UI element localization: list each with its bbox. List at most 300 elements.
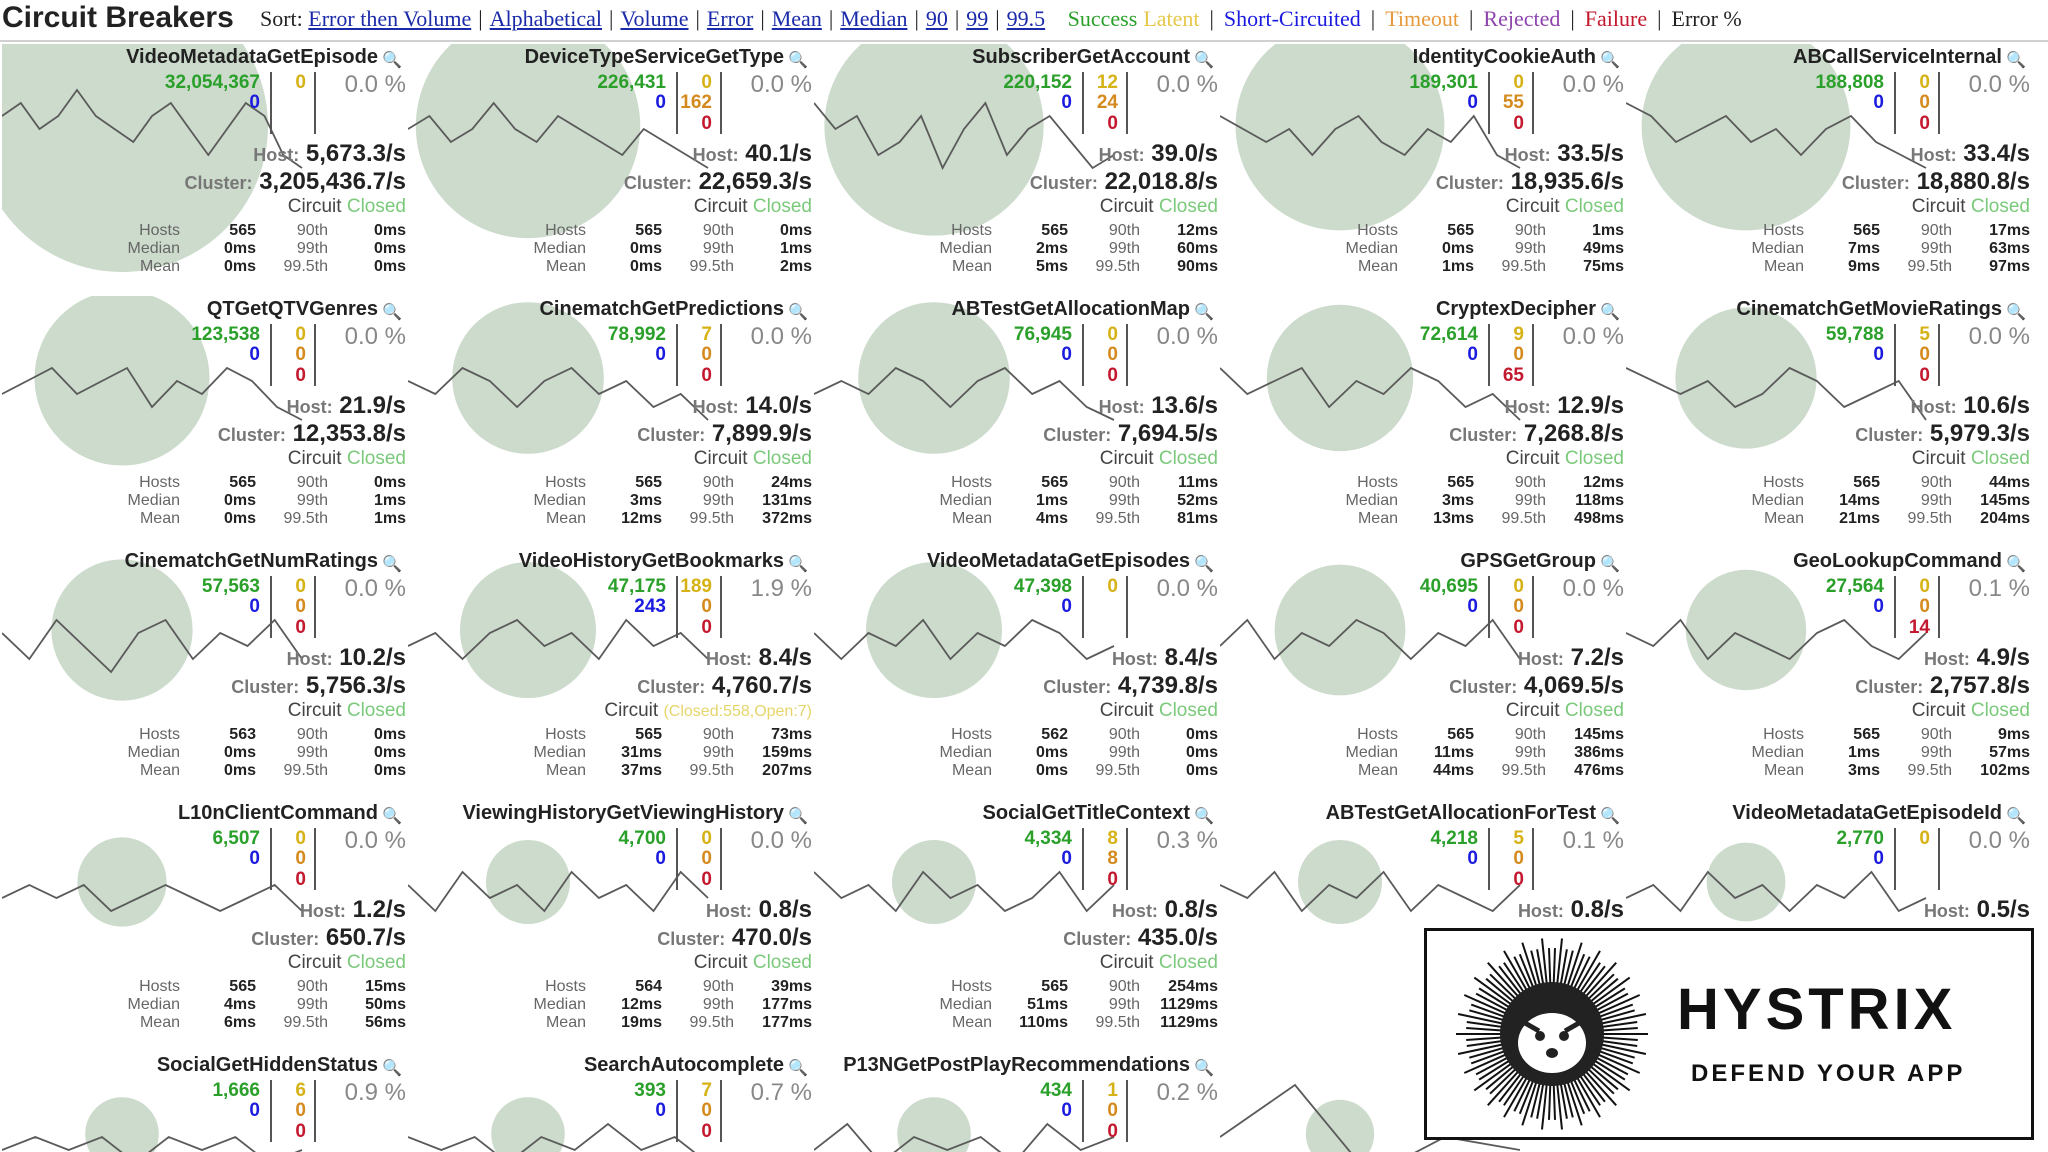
percentile-value: 131ms <box>762 492 812 509</box>
percentile-label: 90th <box>702 474 734 491</box>
percentile-label: 99th <box>296 240 328 257</box>
cluster-value: 5,756.3/s <box>305 672 406 699</box>
sort-option-error-then-volume[interactable]: Error then Volume <box>308 6 472 31</box>
stats-row <box>1324 726 1624 744</box>
cluster-label: Cluster: <box>1043 425 1112 445</box>
circuit-card[interactable] <box>814 548 1220 800</box>
circuit-card[interactable] <box>814 800 1220 1052</box>
percentile-label: 99.5th <box>689 510 734 527</box>
magnifier-icon[interactable] <box>1600 50 1620 70</box>
latent-count: 5 <box>1513 828 1524 849</box>
percentile-value: 372ms <box>762 510 812 527</box>
circuit-card[interactable] <box>814 1052 1220 1152</box>
circuit-card[interactable] <box>1626 548 2032 800</box>
hystrix-logo <box>1424 928 2034 1140</box>
circuit-name: ViewingHistoryGetViewingHistory <box>462 802 784 824</box>
magnifier-icon[interactable] <box>788 1058 808 1078</box>
cluster-rate <box>1030 168 1218 196</box>
stat-value: 21ms <box>1839 510 1880 527</box>
percentile-value: 145ms <box>1574 726 1624 743</box>
legend-short-circuited: Short-Circuited <box>1223 6 1361 31</box>
short-circuited-count: 243 <box>634 596 666 617</box>
host-label: Host: <box>1111 901 1158 921</box>
short-circuited-count: 0 <box>1061 596 1072 617</box>
magnifier-icon[interactable] <box>2006 806 2026 826</box>
success-count: 226,431 <box>597 72 666 93</box>
stats-row <box>918 474 1218 492</box>
percentile-label: 99th <box>702 492 734 509</box>
stats-row <box>1730 510 2030 528</box>
circuit-card[interactable] <box>408 296 814 548</box>
cluster-label: Cluster: <box>637 677 706 697</box>
host-rate <box>287 392 406 420</box>
latency-stats <box>1324 726 1624 780</box>
stats-row <box>106 744 406 762</box>
short-circuited-count: 0 <box>1061 92 1072 113</box>
short-circuited-count: 0 <box>1467 92 1478 113</box>
stats-row <box>512 474 812 492</box>
stat-value: 565 <box>635 474 662 491</box>
sort-option-99-5[interactable]: 99.5 <box>1006 6 1046 31</box>
percentile-label: 99.5th <box>1095 510 1140 527</box>
error-percentage: 0.0 % <box>1156 323 1218 350</box>
stat-label: Mean <box>1763 762 1804 779</box>
success-count: 78,992 <box>607 324 666 345</box>
circuit-card[interactable] <box>1220 44 1626 296</box>
stats-row <box>1730 726 2030 744</box>
stat-value: 0ms <box>223 240 256 257</box>
sort-option-90[interactable]: 90 <box>925 6 948 31</box>
stat-label: Mean <box>951 1014 992 1031</box>
cluster-label: Cluster: <box>1043 677 1112 697</box>
cluster-label: Cluster: <box>637 425 706 445</box>
percentile-label: 99th <box>1920 492 1952 509</box>
logo-spike <box>1588 974 1614 999</box>
count-divider <box>1938 72 1940 134</box>
stats-row <box>1730 762 2030 780</box>
circuit-card[interactable] <box>2 800 408 1052</box>
stat-value: 11ms <box>1433 744 1474 761</box>
percentile-label: 99.5th <box>283 258 328 275</box>
stats-row <box>1324 762 1624 780</box>
host-label: Host: <box>1098 145 1145 165</box>
latent-count: 7 <box>701 1080 712 1101</box>
circuit-card[interactable] <box>1220 296 1626 548</box>
cluster-label: Cluster: <box>184 173 253 193</box>
error-percentage: 0.0 % <box>1156 575 1218 602</box>
latency-stats <box>512 978 812 1032</box>
stats-row <box>918 222 1218 240</box>
timeout-count: 0 <box>1513 596 1524 617</box>
host-value: 1.2/s <box>352 896 406 923</box>
circuit-card[interactable] <box>814 296 1220 548</box>
stat-label: Hosts <box>1763 474 1804 491</box>
short-circuited-count: 0 <box>1467 344 1478 365</box>
cluster-label: Cluster: <box>1841 173 1910 193</box>
failure-count: 0 <box>295 617 306 638</box>
separator: | <box>1570 6 1575 31</box>
top-header <box>0 0 2048 42</box>
volume-bubble <box>51 559 192 700</box>
stat-value: 565 <box>635 726 662 743</box>
stat-label: Median <box>127 744 180 761</box>
count-divider <box>270 72 272 134</box>
volume-bubble <box>486 840 570 924</box>
stat-value: 564 <box>635 978 662 995</box>
percentile-value: 177ms <box>762 1014 812 1031</box>
stat-value: 565 <box>229 474 256 491</box>
stat-label: Mean <box>545 510 586 527</box>
circuit-name: SocialGetTitleContext <box>982 802 1190 824</box>
percentile-label: 90th <box>1514 222 1546 239</box>
stat-label: Median <box>939 744 992 761</box>
stat-value: 565 <box>1041 978 1068 995</box>
cluster-rate <box>1436 168 1624 196</box>
stat-value: 3ms <box>1441 492 1474 509</box>
count-divider <box>270 324 272 386</box>
short-circuited-count: 0 <box>655 848 666 869</box>
magnifier-icon[interactable] <box>788 302 808 322</box>
logo-title: HYSTRIX <box>1677 977 1957 1042</box>
circuit-card[interactable] <box>1626 296 2032 548</box>
success-count: 47,175 <box>607 576 666 597</box>
circuit-name: VideoMetadataGetEpisodeId <box>1732 802 2002 824</box>
circuit-status <box>1506 448 1624 470</box>
cluster-value: 470.0/s <box>731 924 812 951</box>
logo-spike <box>1602 1038 1638 1041</box>
percentile-value: 1129ms <box>1160 996 1218 1013</box>
sort-option-alphabetical[interactable]: Alphabetical <box>489 6 603 31</box>
stat-label: Hosts <box>545 978 586 995</box>
circuit-status <box>288 952 406 974</box>
host-label: Host: <box>253 145 300 165</box>
percentile-label: 99th <box>1514 744 1546 761</box>
stat-label: Median <box>1751 240 1804 257</box>
percentile-value: 0ms <box>373 474 406 491</box>
host-label: Host: <box>1504 145 1551 165</box>
stat-label: Mean <box>545 258 586 275</box>
success-count: 27,564 <box>1825 576 1884 597</box>
stat-label: Median <box>1345 240 1398 257</box>
circuit-label: Circuit <box>1099 196 1154 217</box>
circuit-name: GeoLookupCommand <box>1793 550 2002 572</box>
short-circuited-count: 0 <box>1061 344 1072 365</box>
percentile-value: 0ms <box>1185 726 1218 743</box>
stats-row <box>512 996 812 1014</box>
percentile-value: 145ms <box>1980 492 2030 509</box>
stat-label: Median <box>127 492 180 509</box>
magnifier-icon[interactable] <box>1600 302 1620 322</box>
host-value: 12.9/s <box>1557 392 1624 419</box>
stat-label: Hosts <box>951 726 992 743</box>
stat-label: Median <box>1751 492 1804 509</box>
percentile-value: 204ms <box>1980 510 2030 527</box>
count-divider <box>1938 828 1940 890</box>
host-rate <box>1924 644 2030 672</box>
separator: | <box>1370 6 1376 31</box>
cluster-rate <box>218 420 406 448</box>
cluster-rate <box>1043 420 1218 448</box>
stat-value: 565 <box>229 978 256 995</box>
percentile-label: 90th <box>296 474 328 491</box>
count-divider <box>1532 324 1534 386</box>
success-count: 40,695 <box>1419 576 1478 597</box>
latency-stats <box>512 726 812 780</box>
cluster-label: Cluster: <box>1435 173 1504 193</box>
circuit-card[interactable] <box>1220 548 1626 800</box>
percentile-value: 73ms <box>771 726 812 743</box>
stats-row <box>1730 744 2030 762</box>
magnifier-icon[interactable] <box>1194 1058 1214 1078</box>
error-percentage: 0.0 % <box>1562 71 1624 98</box>
percentile-value: 0ms <box>373 258 406 275</box>
stat-value: 565 <box>1853 222 1880 239</box>
percentile-label: 90th <box>296 222 328 239</box>
count-divider <box>720 576 722 638</box>
percentile-label: 99th <box>1514 492 1546 509</box>
host-rate <box>300 896 406 924</box>
host-value: 39.0/s <box>1151 140 1218 167</box>
short-circuited-count: 0 <box>249 848 260 869</box>
host-value: 40.1/s <box>745 140 812 167</box>
stat-value: 7ms <box>1847 240 1880 257</box>
circuit-card[interactable] <box>1626 44 2032 296</box>
stat-label: Hosts <box>951 222 992 239</box>
latent-count: 12 <box>1096 72 1118 93</box>
sort-option-error[interactable]: Error <box>706 6 754 31</box>
stat-label: Median <box>533 996 586 1013</box>
stats-row <box>106 492 406 510</box>
magnifier-icon[interactable] <box>1194 554 1214 574</box>
latent-count: 6 <box>295 1080 306 1101</box>
stat-value: 565 <box>229 222 256 239</box>
failure-count: 0 <box>701 113 712 134</box>
volume-bubble <box>897 1097 971 1152</box>
stat-label: Hosts <box>1763 726 1804 743</box>
circuit-card[interactable] <box>2 548 408 800</box>
magnifier-icon[interactable] <box>382 50 402 70</box>
latency-stats <box>512 474 812 528</box>
percentile-label: 90th <box>1108 978 1140 995</box>
magnifier-icon[interactable] <box>382 554 402 574</box>
circuit-card[interactable] <box>2 296 408 548</box>
percentile-value: 2ms <box>779 258 812 275</box>
stats-row <box>512 492 812 510</box>
sort-option-mean[interactable]: Mean <box>771 6 822 31</box>
count-divider <box>314 1080 316 1142</box>
stats-row <box>918 996 1218 1014</box>
separator: | <box>995 6 1000 31</box>
stat-label: Hosts <box>951 474 992 491</box>
magnifier-icon[interactable] <box>2006 302 2026 322</box>
cluster-label: Cluster: <box>251 929 320 949</box>
magnifier-icon[interactable] <box>788 50 808 70</box>
failure-count: 0 <box>295 1121 306 1142</box>
percentile-value: 57ms <box>1989 744 2030 761</box>
count-divider <box>1126 828 1128 890</box>
stat-label: Mean <box>139 1014 180 1031</box>
magnifier-icon[interactable] <box>1194 50 1214 70</box>
sort-option-99[interactable]: 99 <box>966 6 989 31</box>
logo-spike <box>1554 1084 1555 1120</box>
circuit-label: Circuit <box>1505 448 1560 469</box>
count-divider <box>676 72 678 134</box>
stat-value: 110ms <box>1019 1014 1068 1031</box>
percentile-label: 99th <box>1108 240 1140 257</box>
cluster-rate <box>1855 672 2030 700</box>
error-percentage: 0.0 % <box>1156 71 1218 98</box>
percentile-value: 0ms <box>779 222 812 239</box>
short-circuited-count: 0 <box>655 1100 666 1121</box>
host-label: Host: <box>705 649 752 669</box>
circuit-status <box>1912 700 2030 722</box>
circuit-card[interactable] <box>2 44 408 296</box>
host-rate <box>1505 392 1624 420</box>
circuit-name: QTGetQTVGenres <box>206 298 378 320</box>
cluster-rate <box>185 168 407 196</box>
failure-count: 0 <box>1107 113 1118 134</box>
magnifier-icon[interactable] <box>382 302 402 322</box>
latent-count: 0 <box>1919 828 1930 849</box>
cluster-label: Cluster: <box>1449 425 1518 445</box>
percentile-label: 99.5th <box>1501 762 1546 779</box>
latency-stats <box>106 726 406 780</box>
percentile-value: 17ms <box>1989 222 2030 239</box>
circuit-card[interactable] <box>814 44 1220 296</box>
magnifier-icon[interactable] <box>788 554 808 574</box>
circuit-name: SearchAutocomplete <box>583 1054 784 1076</box>
count-divider <box>676 1080 678 1142</box>
percentile-label: 90th <box>1920 726 1952 743</box>
sort-option-median[interactable]: Median <box>840 6 908 31</box>
stat-label: Mean <box>139 762 180 779</box>
success-count: 434 <box>1040 1080 1072 1101</box>
circuit-label: Circuit <box>287 448 342 469</box>
latent-count: 0 <box>1513 576 1524 597</box>
host-label: Host: <box>1111 649 1158 669</box>
volume-bubble <box>77 837 166 926</box>
percentile-label: 90th <box>296 978 328 995</box>
stat-label: Median <box>939 996 992 1013</box>
count-divider <box>1126 324 1128 386</box>
short-circuited-count: 0 <box>249 1100 260 1121</box>
host-value: 8.4/s <box>1164 644 1218 671</box>
stats-row <box>918 258 1218 276</box>
failure-count: 0 <box>1919 365 1930 386</box>
host-rate <box>1505 140 1624 168</box>
logo-spike <box>1602 1028 1638 1031</box>
host-value: 21.9/s <box>339 392 406 419</box>
error-percentage: 0.1 % <box>1968 575 2030 602</box>
host-value: 7.2/s <box>1570 644 1624 671</box>
magnifier-icon[interactable] <box>2006 50 2026 70</box>
stats-row <box>1324 222 1624 240</box>
timeout-count: 0 <box>1919 596 1930 617</box>
sort-option-volume[interactable]: Volume <box>620 6 689 31</box>
circuit-status-value: Closed <box>752 196 812 217</box>
percentile-value: 63ms <box>1989 240 2030 257</box>
count-divider <box>1894 828 1896 890</box>
percentile-label: 99th <box>1108 996 1140 1013</box>
magnifier-icon[interactable] <box>1194 806 1214 826</box>
percentile-label: 90th <box>1108 726 1140 743</box>
count-divider <box>720 324 722 386</box>
magnifier-icon[interactable] <box>382 806 402 826</box>
circuit-card[interactable] <box>408 800 814 1052</box>
failure-count: 0 <box>701 1121 712 1142</box>
cluster-value: 22,659.3/s <box>698 168 812 195</box>
stats-row <box>1730 474 2030 492</box>
stat-value: 37ms <box>621 762 662 779</box>
count-divider <box>676 576 678 638</box>
host-value: 0.8/s <box>758 896 812 923</box>
timeout-count: 0 <box>701 596 712 617</box>
stats-row <box>1730 492 2030 510</box>
magnifier-icon[interactable] <box>1194 302 1214 322</box>
circuit-card[interactable] <box>408 548 814 800</box>
stats-row <box>106 762 406 780</box>
cluster-label: Cluster: <box>1063 929 1132 949</box>
magnifier-icon[interactable] <box>788 806 808 826</box>
cluster-value: 2,757.8/s <box>1929 672 2030 699</box>
stat-value: 565 <box>1447 474 1474 491</box>
percentile-label: 99th <box>296 492 328 509</box>
count-divider <box>1532 72 1534 134</box>
count-divider <box>1082 1080 1084 1142</box>
cluster-value: 7,268.8/s <box>1523 420 1624 447</box>
stats-row <box>1324 474 1624 492</box>
magnifier-icon[interactable] <box>1600 554 1620 574</box>
magnifier-icon[interactable] <box>2006 554 2026 574</box>
circuit-status-value: Closed <box>346 196 406 217</box>
host-rate <box>706 896 812 924</box>
circuit-card[interactable] <box>408 1052 814 1152</box>
stat-value: 565 <box>1041 474 1068 491</box>
separator: | <box>828 6 834 31</box>
stats-row <box>106 510 406 528</box>
circuit-status <box>1912 448 2030 470</box>
circuit-card[interactable] <box>408 44 814 296</box>
circuit-card[interactable] <box>2 1052 408 1152</box>
volume-bubble <box>858 302 1010 454</box>
cluster-rate <box>1449 420 1624 448</box>
percentile-label: 90th <box>296 726 328 743</box>
cluster-value: 4,739.8/s <box>1117 672 1218 699</box>
circuit-name: ABCallServiceInternal <box>1793 46 2002 68</box>
host-label: Host: <box>692 397 739 417</box>
cluster-rate <box>657 924 812 952</box>
stats-row <box>106 1014 406 1032</box>
stat-value: 51ms <box>1027 996 1068 1013</box>
magnifier-icon[interactable] <box>382 1058 402 1078</box>
count-divider <box>270 828 272 890</box>
circuit-name: CinematchGetNumRatings <box>124 550 378 572</box>
magnifier-icon[interactable] <box>1600 806 1620 826</box>
circuit-label: Circuit <box>1099 952 1154 973</box>
short-circuited-count: 0 <box>1873 848 1884 869</box>
cluster-rate <box>1449 672 1624 700</box>
host-value: 13.6/s <box>1151 392 1218 419</box>
percentile-label: 99th <box>702 744 734 761</box>
circuit-label: Circuit <box>1099 700 1154 721</box>
stat-value: 31ms <box>621 744 662 761</box>
cluster-value: 5,979.3/s <box>1929 420 2030 447</box>
stat-label: Median <box>939 240 992 257</box>
short-circuited-count: 0 <box>1061 1100 1072 1121</box>
stat-value: 0ms <box>223 762 256 779</box>
percentile-label: 99.5th <box>283 1014 328 1031</box>
volume-bubble <box>35 296 210 466</box>
